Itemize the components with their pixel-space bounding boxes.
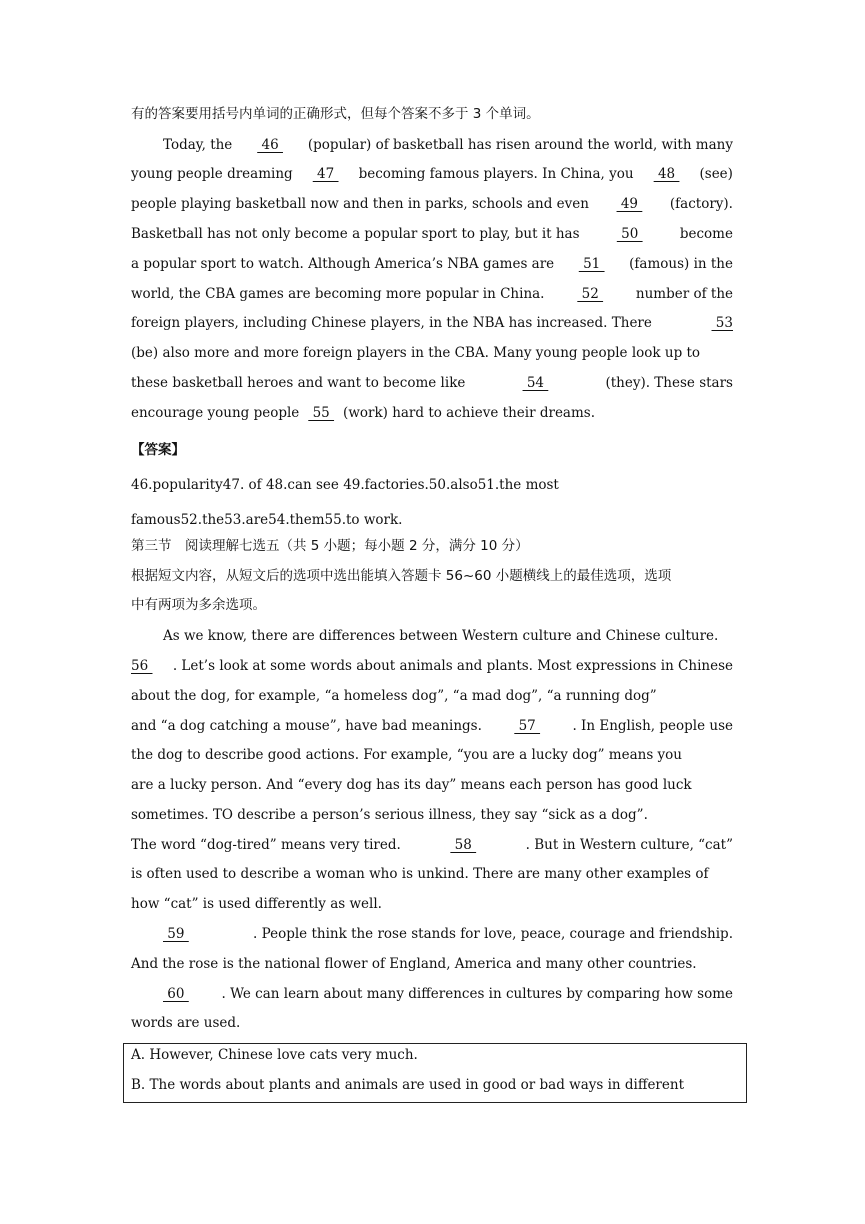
- passage2-line: As we know, there are differences between Western culture and Chinese culture.: [163, 628, 719, 644]
- blank-50: 50: [616, 226, 643, 242]
- blank-46: 46: [257, 137, 283, 153]
- passage2-line: how “cat” is used differently as well.: [131, 896, 382, 912]
- section-title: 第三节 阅读理解七选五（共 5 小题；每小题 2 分，满分 10 分）: [131, 538, 529, 554]
- blank-53: 53: [711, 315, 733, 331]
- blank-59: 59: [163, 926, 189, 942]
- options-box: [123, 1043, 747, 1103]
- passage2-line: 59 . People think the rose stands for love, peace, courage and friendship.: [163, 926, 733, 942]
- blank-48: 48: [653, 166, 680, 182]
- blank-55: 55: [308, 405, 335, 421]
- section-instruction: 根据短文内容，从短文后的选项中选出能填入答题卡 56~60 小题横线上的最佳选项，选项: [131, 568, 672, 584]
- passage1-line: Today, the 46 (popular) of basketball has risen around the world, with many: [163, 137, 733, 153]
- blank-56: 56: [131, 658, 153, 674]
- passage2-line: The word “dog-tired” means very tired. 58 . But in Western culture, “cat”: [131, 837, 733, 853]
- passage1-line: encourage young people 55 (work) hard to achieve their dreams.: [131, 405, 596, 421]
- passage2-line: the dog to describe good actions. For example, “you are a lucky dog” means you: [131, 747, 683, 763]
- passage1-line: foreign players, including Chinese players, in the NBA has increased. There 53: [131, 315, 733, 331]
- passage1-line: young people dreaming 47 becoming famous players. In China, you 48 (see): [131, 166, 733, 182]
- blank-60: 60: [163, 986, 189, 1002]
- passage2-line: are a lucky person. And “every dog has its day” means each person has good luck: [131, 777, 692, 793]
- passage2-line: And the rose is the national flower of England, America and many other countries.: [131, 956, 697, 972]
- passage1-line: people playing basketball now and then in parks, schools and even 49 (factory).: [131, 196, 733, 212]
- passage1-line: a popular sport to watch. Although America’s NBA games are 51 (famous) in the: [131, 256, 733, 272]
- passage1-line: world, the CBA games are becoming more popular in China. 52 number of the: [131, 286, 733, 302]
- answer-line: 46.popularity47. of 48.can see 49.factories.50.also51.the most: [131, 477, 559, 493]
- blank-58: 58: [450, 837, 477, 853]
- passage2-line: words are used.: [131, 1015, 241, 1031]
- passage2-line: and “a dog catching a mouse”, have bad meanings. 57 . In English, people use: [131, 718, 733, 734]
- passage2-line: 60 . We can learn about many differences in cultures by comparing how some: [163, 986, 733, 1002]
- blank-54: 54: [522, 375, 549, 391]
- instruction-continued: 有的答案要用括号内单词的正确形式，但每个答案不多于 3 个单词。: [131, 106, 540, 122]
- passage1-line: (be) also more and more foreign players in the CBA. Many young people look up to: [131, 345, 701, 361]
- option-a: A. However, Chinese love cats very much.: [131, 1047, 418, 1063]
- option-b: B. The words about plants and animals are used in good or bad ways in different: [131, 1077, 684, 1093]
- passage2-line: is often used to describe a woman who is unkind. There are many other examples of: [131, 866, 709, 882]
- blank-47: 47: [312, 166, 339, 182]
- blank-51: 51: [578, 256, 605, 272]
- blank-57: 57: [514, 718, 541, 734]
- section-instruction: 中有两项为多余选项。: [131, 597, 266, 613]
- blank-52: 52: [577, 286, 604, 302]
- answer-heading: 【答案】: [131, 442, 185, 458]
- passage2-line: about the dog, for example, “a homeless dog”, “a mad dog”, “a running dog”: [131, 688, 657, 704]
- passage1-line: Basketball has not only become a popular sport to play, but it has 50 become: [131, 226, 733, 242]
- passage2-line: sometimes. TO describe a person’s serious illness, they say “sick as a dog”.: [131, 807, 648, 823]
- passage2-line: 56 . Let’s look at some words about animals and plants. Most expressions in Chinese: [131, 658, 733, 674]
- answer-line: famous52.the53.are54.them55.to work.: [131, 512, 403, 528]
- blank-49: 49: [616, 196, 643, 212]
- passage1-line: these basketball heroes and want to become like 54 (they). These stars: [131, 375, 733, 391]
